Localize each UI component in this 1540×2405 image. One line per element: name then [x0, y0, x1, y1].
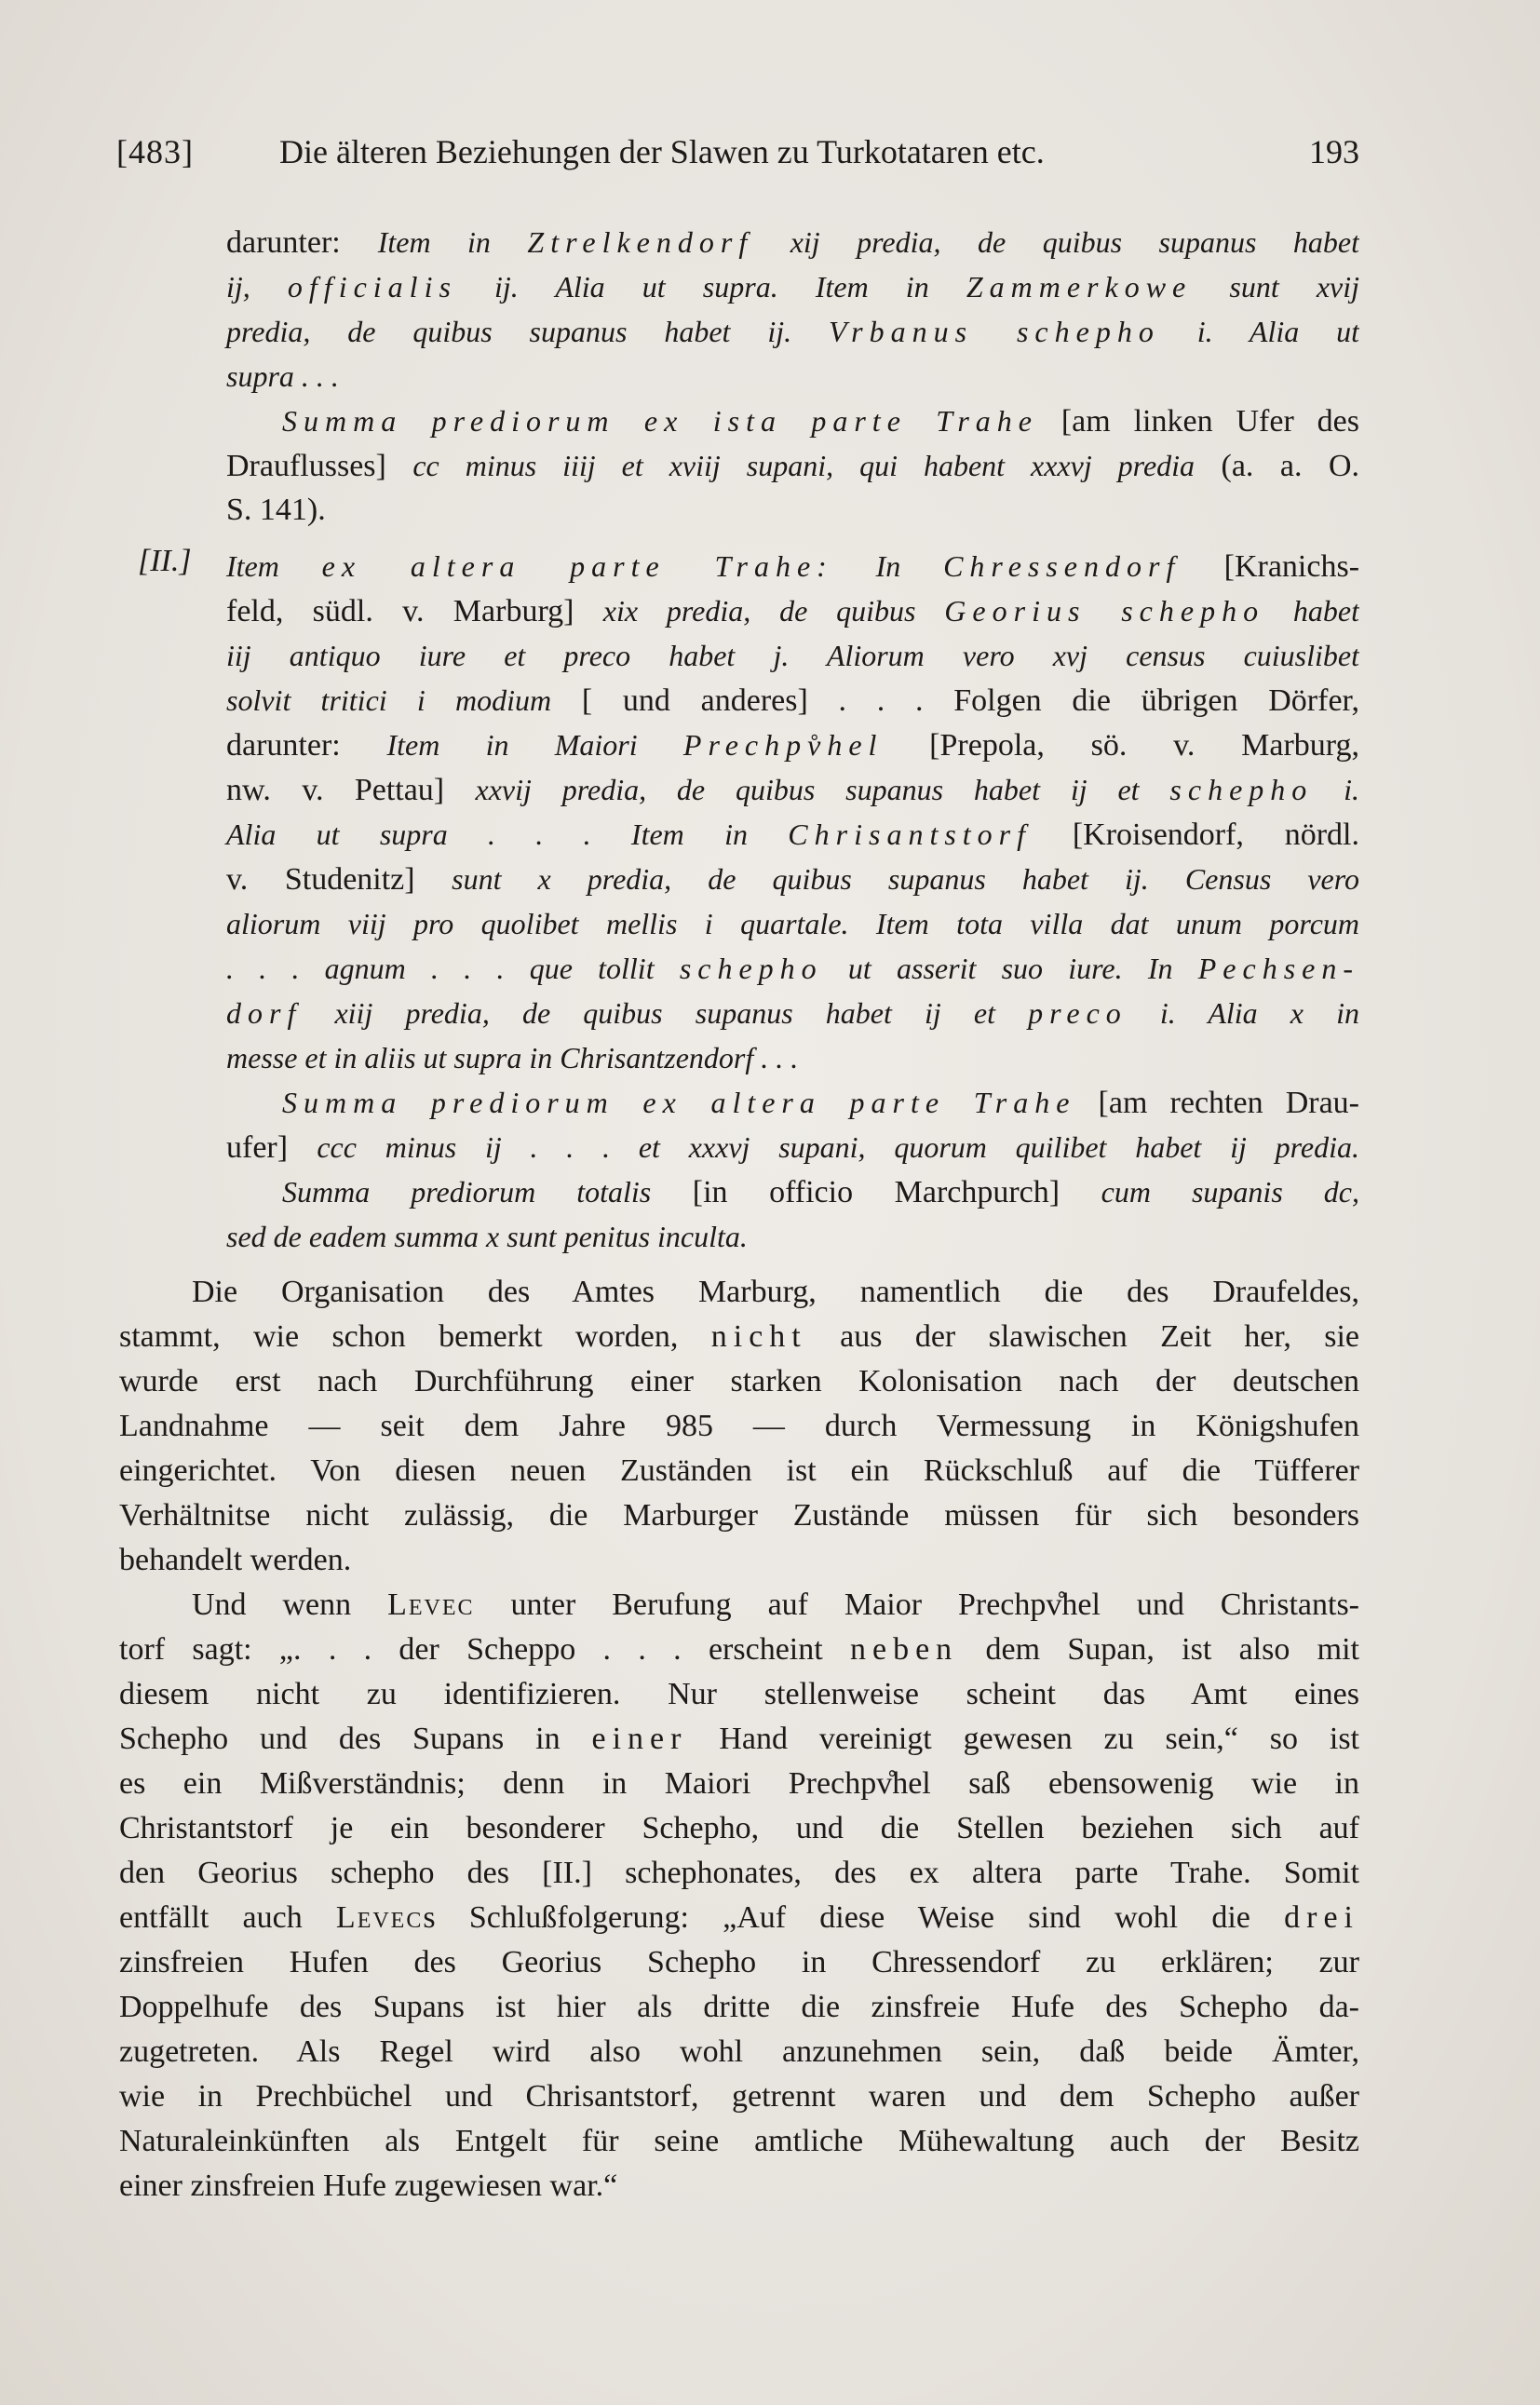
text-line: Schepho und des Supans in einer Hand vereinigt gewesen zu sein,“ so ist — [119, 1722, 1359, 1756]
text-line: sed de eadem summa x sunt penitus inculta. — [226, 1220, 748, 1253]
text-line: Summa prediorum ex altera parte Trahe [am rechten Drau- — [282, 1086, 1359, 1120]
text-line: messe et in aliis ut supra in Chrisantzendorf . . . — [226, 1041, 799, 1074]
text-line: torf sagt: „. . . der Scheppo . . . erscheint neben dem Supan, ist also mit — [119, 1632, 1359, 1667]
text-line: ij, officialis ij. Alia ut supra. Item in Zammerkowe sunt xvij — [226, 270, 1359, 304]
text-line: Item ex altera parte Trahe: In Chressendorf [Kranichs- — [226, 549, 1359, 584]
paragraph-organisation — [119, 1270, 1359, 1583]
text-line: v. Studenitz] sunt x predia, de quibus supanus habet ij. Census vero — [226, 862, 1359, 897]
text-line: einer zinsfreien Hufe zugewiesen war.“ — [119, 2169, 618, 2203]
text-line: iij antiquo iure et preco habet j. Aliorum vero xvj census cuiuslibet — [226, 639, 1359, 672]
text-line: eingerichtet. Von diesen neuen Zuständen ist ein Rückschluß auf die Tüfferer — [119, 1453, 1359, 1488]
paragraph-levec — [119, 1583, 1359, 2209]
page-number: 193 — [1309, 133, 1359, 170]
text-line: Drauflusses] cc minus iiij et xviij supani, qui habent xxxvj predia (a. a. O. — [226, 449, 1359, 483]
text-line: Die Organisation des Amtes Marburg, namentlich die des Draufeldes, — [192, 1275, 1359, 1309]
text-line: zugetreten. Als Regel wird also wohl anzunehmen sein, daß beide Ämter, — [119, 2034, 1359, 2069]
page-body — [119, 220, 1359, 2209]
text-line: solvit tritici i modium [ und anderes] . . . Folgen die übrigen Dörfer, — [226, 683, 1359, 718]
text-line: . . . agnum . . . que tollit schepho ut asserit suo iure. In Pechsen- — [226, 952, 1359, 985]
text-line: behandelt werden. — [119, 1543, 352, 1577]
text-line: predia, de quibus supanus habet ij. Vrbanus schepho i. Alia ut — [226, 315, 1359, 348]
running-title: Die älteren Beziehungen der Slawen zu Turkotataren etc. — [279, 133, 1045, 170]
text-line: Und wenn Levec unter Berufung auf Maior Prechpv̊hel und Christants- — [192, 1588, 1359, 1622]
text-line: darunter: Item in Ztrelkendorf xij predia, de quibus supanus habet — [226, 225, 1359, 260]
text-line: dorf xiij predia, de quibus supanus habet ij et preco i. Alia x in — [226, 996, 1359, 1030]
text-line: supra . . . — [226, 359, 339, 393]
text-line: nw. v. Pettau] xxvij predia, de quibus supanus habet ij et schepho i. — [226, 773, 1359, 807]
text-line: S. 141). — [226, 493, 326, 527]
quote-block-I — [119, 220, 1359, 533]
quote-block-II — [119, 544, 1359, 1259]
text-line: Summa prediorum totalis [in officio Marchpurch] cum supanis dc, — [282, 1175, 1359, 1209]
text-line: wie in Prechbüchel und Chrisantstorf, getrennt waren und dem Schepho außer — [119, 2079, 1359, 2114]
text-line: den Georius schepho des [II.] schephonates, des ex altera parte Trahe. Somit — [119, 1856, 1359, 1890]
text-line: feld, südl. v. Marburg] xix predia, de quibus Georius schepho habet — [226, 594, 1359, 628]
page-header — [116, 132, 1359, 184]
text-line: Verhältnitse nicht zulässig, die Marburger Zustände müssen für sich besonders — [119, 1498, 1359, 1533]
text-line: es ein Mißverständnis; denn in Maiori Prechpv̊hel saß ebensowenig wie in — [119, 1766, 1359, 1801]
text-line: Landnahme — seit dem Jahre 985 — durch Vermessung in Königshufen — [119, 1409, 1359, 1443]
text-line: zinsfreien Hufen des Georius Schepho in Chressendorf zu erklären; zur — [119, 1945, 1359, 1979]
text-line: aliorum viij pro quolibet mellis i quartale. Item tota villa dat unum porcum — [226, 907, 1359, 940]
text-line: stammt, wie schon bemerkt worden, nicht aus der slawischen Zeit her, sie — [119, 1319, 1359, 1354]
text-line: Summa prediorum ex ista parte Trahe [am linken Ufer des — [282, 404, 1359, 439]
text-line: Christantstorf je ein besonderer Schepho, und die Stellen beziehen sich auf — [119, 1811, 1359, 1845]
text-line: Alia ut supra . . . Item in Chrisantstorf [Kroisendorf, nördl. — [226, 817, 1359, 852]
text-line: Doppelhufe des Supans ist hier als dritte die zinsfreie Hufe des Schepho da- — [119, 1990, 1359, 2024]
page-number-bracketed: [483] — [116, 133, 194, 170]
text-line: wurde erst nach Durchführung einer starken Kolonisation nach der deutschen — [119, 1364, 1359, 1398]
section-sigla: [II.] — [138, 544, 192, 578]
text-line: ufer] ccc minus ij . . . et xxxvj supani, quorum quilibet habet ij predia. — [226, 1130, 1359, 1165]
text-line: entfällt auch Levecs Schlußfolgerung: „Auf diese Weise sind wohl die drei — [119, 1900, 1359, 1935]
text-line: Naturaleinkünften als Entgelt für seine amtliche Mühewaltung auch der Besitz — [119, 2124, 1359, 2158]
text-line: diesem nicht zu identifizieren. Nur stellenweise scheint das Amt eines — [119, 1677, 1359, 1711]
text-line: darunter: Item in Maiori Prechpv̊hel [Prepola, sö. v. Marburg, — [226, 728, 1359, 763]
